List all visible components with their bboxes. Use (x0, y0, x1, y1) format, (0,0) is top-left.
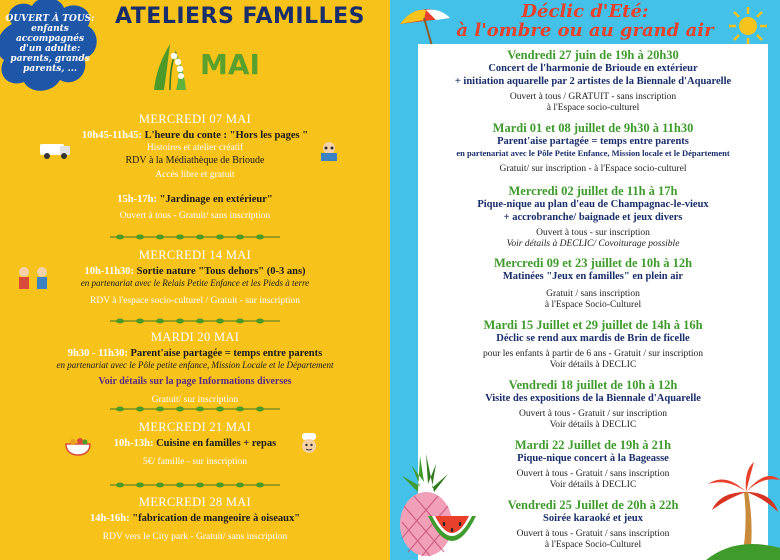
event-heading: Mardi 01 et 08 juillet de 9h30 à 11h30 (492, 121, 694, 135)
vine-divider-icon (110, 316, 280, 326)
event-line: Pique-nique au plan d'eau de Champagnac-le-vieux (477, 199, 709, 210)
section-mardi-20 (6, 330, 384, 406)
kids-icon (14, 266, 54, 290)
declic-title-line1: Déclic d'Eté: (521, 1, 649, 22)
event-info: RDV vers le City park - Gratuit/ sans inscription (102, 532, 288, 542)
event-info: 5€/ famille - sur inscription (143, 457, 247, 467)
event-activity: Sortie nature "Tous dehors" (0-3 ans) (134, 266, 306, 277)
event-info: Ouvert à tous / GRATUIT - sans inscription (509, 92, 677, 102)
event-line: Matinées "Jeux en familles" en plein air (502, 271, 684, 282)
event-line: + accrobranche/ baignade et jeux divers (503, 212, 683, 223)
event-time: 10h-11h30: (84, 266, 135, 277)
lily-of-the-valley-icon (146, 40, 196, 92)
section-day: MERCREDI 21 MAI (138, 420, 252, 434)
event-heading: Mardi 22 Juillet de 19h à 21h (514, 438, 672, 452)
event-info: Voir détails à DECLIC (549, 360, 637, 370)
event-partner: en partenariat avec le Pôle petite enfance, Mission Locale et le Département (56, 360, 334, 370)
event-item (418, 378, 768, 431)
event-partner: en partenariat avec le Pôle Petite Enfance, Mission locale et le Département (456, 148, 730, 158)
event-line: Visite des expositions de la Biennale d'Aquarelle (485, 393, 701, 404)
event-info: Voir détails à DECLIC/ Covoiturage possible (506, 239, 680, 249)
section-day: MERCREDI 28 MAI (138, 495, 252, 509)
vine-divider-icon (110, 480, 280, 490)
section-mercredi-07 (6, 112, 384, 222)
event-line (6, 347, 384, 360)
event-activity: "fabrication de mangeoire à oiseaux" (129, 513, 301, 524)
event-partner: en partenariat avec le Relais Petite Enfance et les Pieds à terre (80, 278, 310, 288)
event-place: RDV à la Médiathèque de Brioude (125, 155, 265, 166)
event-heading: Vendredi 27 juin de 19h à 20h30 (507, 48, 679, 62)
cloud-badge-text: OUVERT À TOUS: enfants accompagnés d'un adulte: parents, grands parents, ... (5, 14, 95, 74)
vine-divider-icon (110, 232, 280, 242)
section-mercredi-28 (6, 495, 384, 543)
event-info: à l'Espace socio-culturel (546, 103, 640, 113)
event-time: 10h45-11h45: (81, 130, 143, 141)
event-line: Concert de l'harmonie de Brioude en extérieur (488, 63, 698, 74)
event-info: Gratuit/ sur inscription (151, 394, 239, 405)
event-heading: Vendredi 18 juillet de 10h à 12h (508, 378, 678, 392)
event-item (418, 184, 768, 250)
event-activity: L'heure du conte : "Hors les pages " (142, 130, 309, 141)
event-line: Soirée karaoké et jeux (542, 513, 644, 524)
month-label: MAI (200, 48, 260, 81)
event-line: Pique-nique concert à la Bageasse (517, 453, 669, 464)
event-info: Ouvert à tous - Gratuit / sans inscription (516, 529, 670, 539)
event-activity: "Jardinage en extérieur" (156, 194, 273, 205)
event-info: RDV à l'espace socio-culturel / Gratuit - sur inscription (90, 295, 300, 306)
event-info: Gratuit/ sur inscription - à l'Espace socio-culturel (499, 164, 687, 174)
event-line (6, 437, 384, 450)
event-item (418, 48, 768, 114)
event-line (6, 265, 384, 278)
event-time: 15h-17h: (117, 194, 157, 205)
event-info: Ouvert à tous - sur inscription (536, 228, 650, 238)
event-time: 9h30 - 11h30: (67, 348, 128, 359)
event-line (6, 193, 384, 206)
event-line (6, 512, 384, 525)
watermelon-icon (426, 512, 478, 556)
declic-title-line2: à l'ombre ou au grand air (456, 20, 714, 41)
event-info: Voir détails à DECLIC (549, 480, 637, 490)
page-title: ATELIERS FAMILLES (114, 4, 366, 29)
event-heading: Mardi 15 Juillet et 29 juillet de 14h à 16h (483, 318, 703, 332)
section-mercredi-21 (6, 420, 384, 468)
event-time: 10h-13h: (113, 438, 154, 449)
declic-title (430, 2, 740, 40)
event-activity: Cuisine en familles + repas (153, 438, 277, 449)
event-item (418, 256, 768, 311)
food-bowl-icon (64, 436, 92, 456)
event-heading: Mercredi 02 juillet de 11h à 17h (508, 184, 678, 198)
reading-child-icon (318, 140, 340, 162)
sun-icon (728, 6, 768, 46)
event-details: Voir détails sur la page Informations diverses (98, 375, 292, 387)
event-info: à l'Espace Socio-Culturel (544, 540, 642, 550)
event-info: à l'Espace Socio-Culturel (544, 300, 642, 310)
event-heading: Mercredi 09 et 23 juillet de 10h à 12h (493, 256, 693, 270)
food-truck-icon (38, 140, 72, 160)
event-line: Déclic se rend aux mardis de Brin de ficelle (496, 333, 690, 344)
event-info: Gratuit / sans inscription (546, 289, 640, 299)
vine-divider-icon (110, 404, 280, 414)
section-day: MARDI 20 MAI (150, 330, 240, 344)
event-info: Ouvert à tous - Gratuit / sur inscription (518, 409, 667, 419)
event-line: + initiation aquarelle par 2 artistes de la Biennale d'Aquarelle (454, 76, 732, 87)
cooking-child-icon (296, 432, 322, 458)
section-day: MERCREDI 14 MAI (138, 248, 252, 262)
palm-tree-icon (706, 462, 780, 560)
event-item (418, 318, 768, 371)
event-item (418, 121, 768, 175)
event-info: Accès libre et gratuit (155, 170, 235, 180)
event-info: Ouvert à tous - Gratuit/ sans inscription (119, 211, 271, 221)
event-subtitle: Histoires et atelier créatif (146, 143, 244, 153)
event-heading: Vendredi 25 Juillet de 20h à 22h (507, 498, 679, 512)
event-info: pour les enfants à partir de 6 ans - Gratuit / sur inscription (482, 349, 704, 359)
event-activity: Parent'aise partagée = temps entre parents (127, 348, 323, 359)
declic-ete-panel (390, 0, 780, 560)
section-mercredi-14 (6, 248, 384, 307)
event-line: Parent'aise partagée = temps entre parents (497, 136, 689, 147)
section-day: MERCREDI 07 MAI (138, 112, 252, 126)
event-info: Ouvert à tous - Gratuit / sans inscription (516, 469, 670, 479)
event-info: Voir détails à DECLIC (549, 420, 637, 430)
event-time: 14h-16h: (89, 513, 130, 524)
